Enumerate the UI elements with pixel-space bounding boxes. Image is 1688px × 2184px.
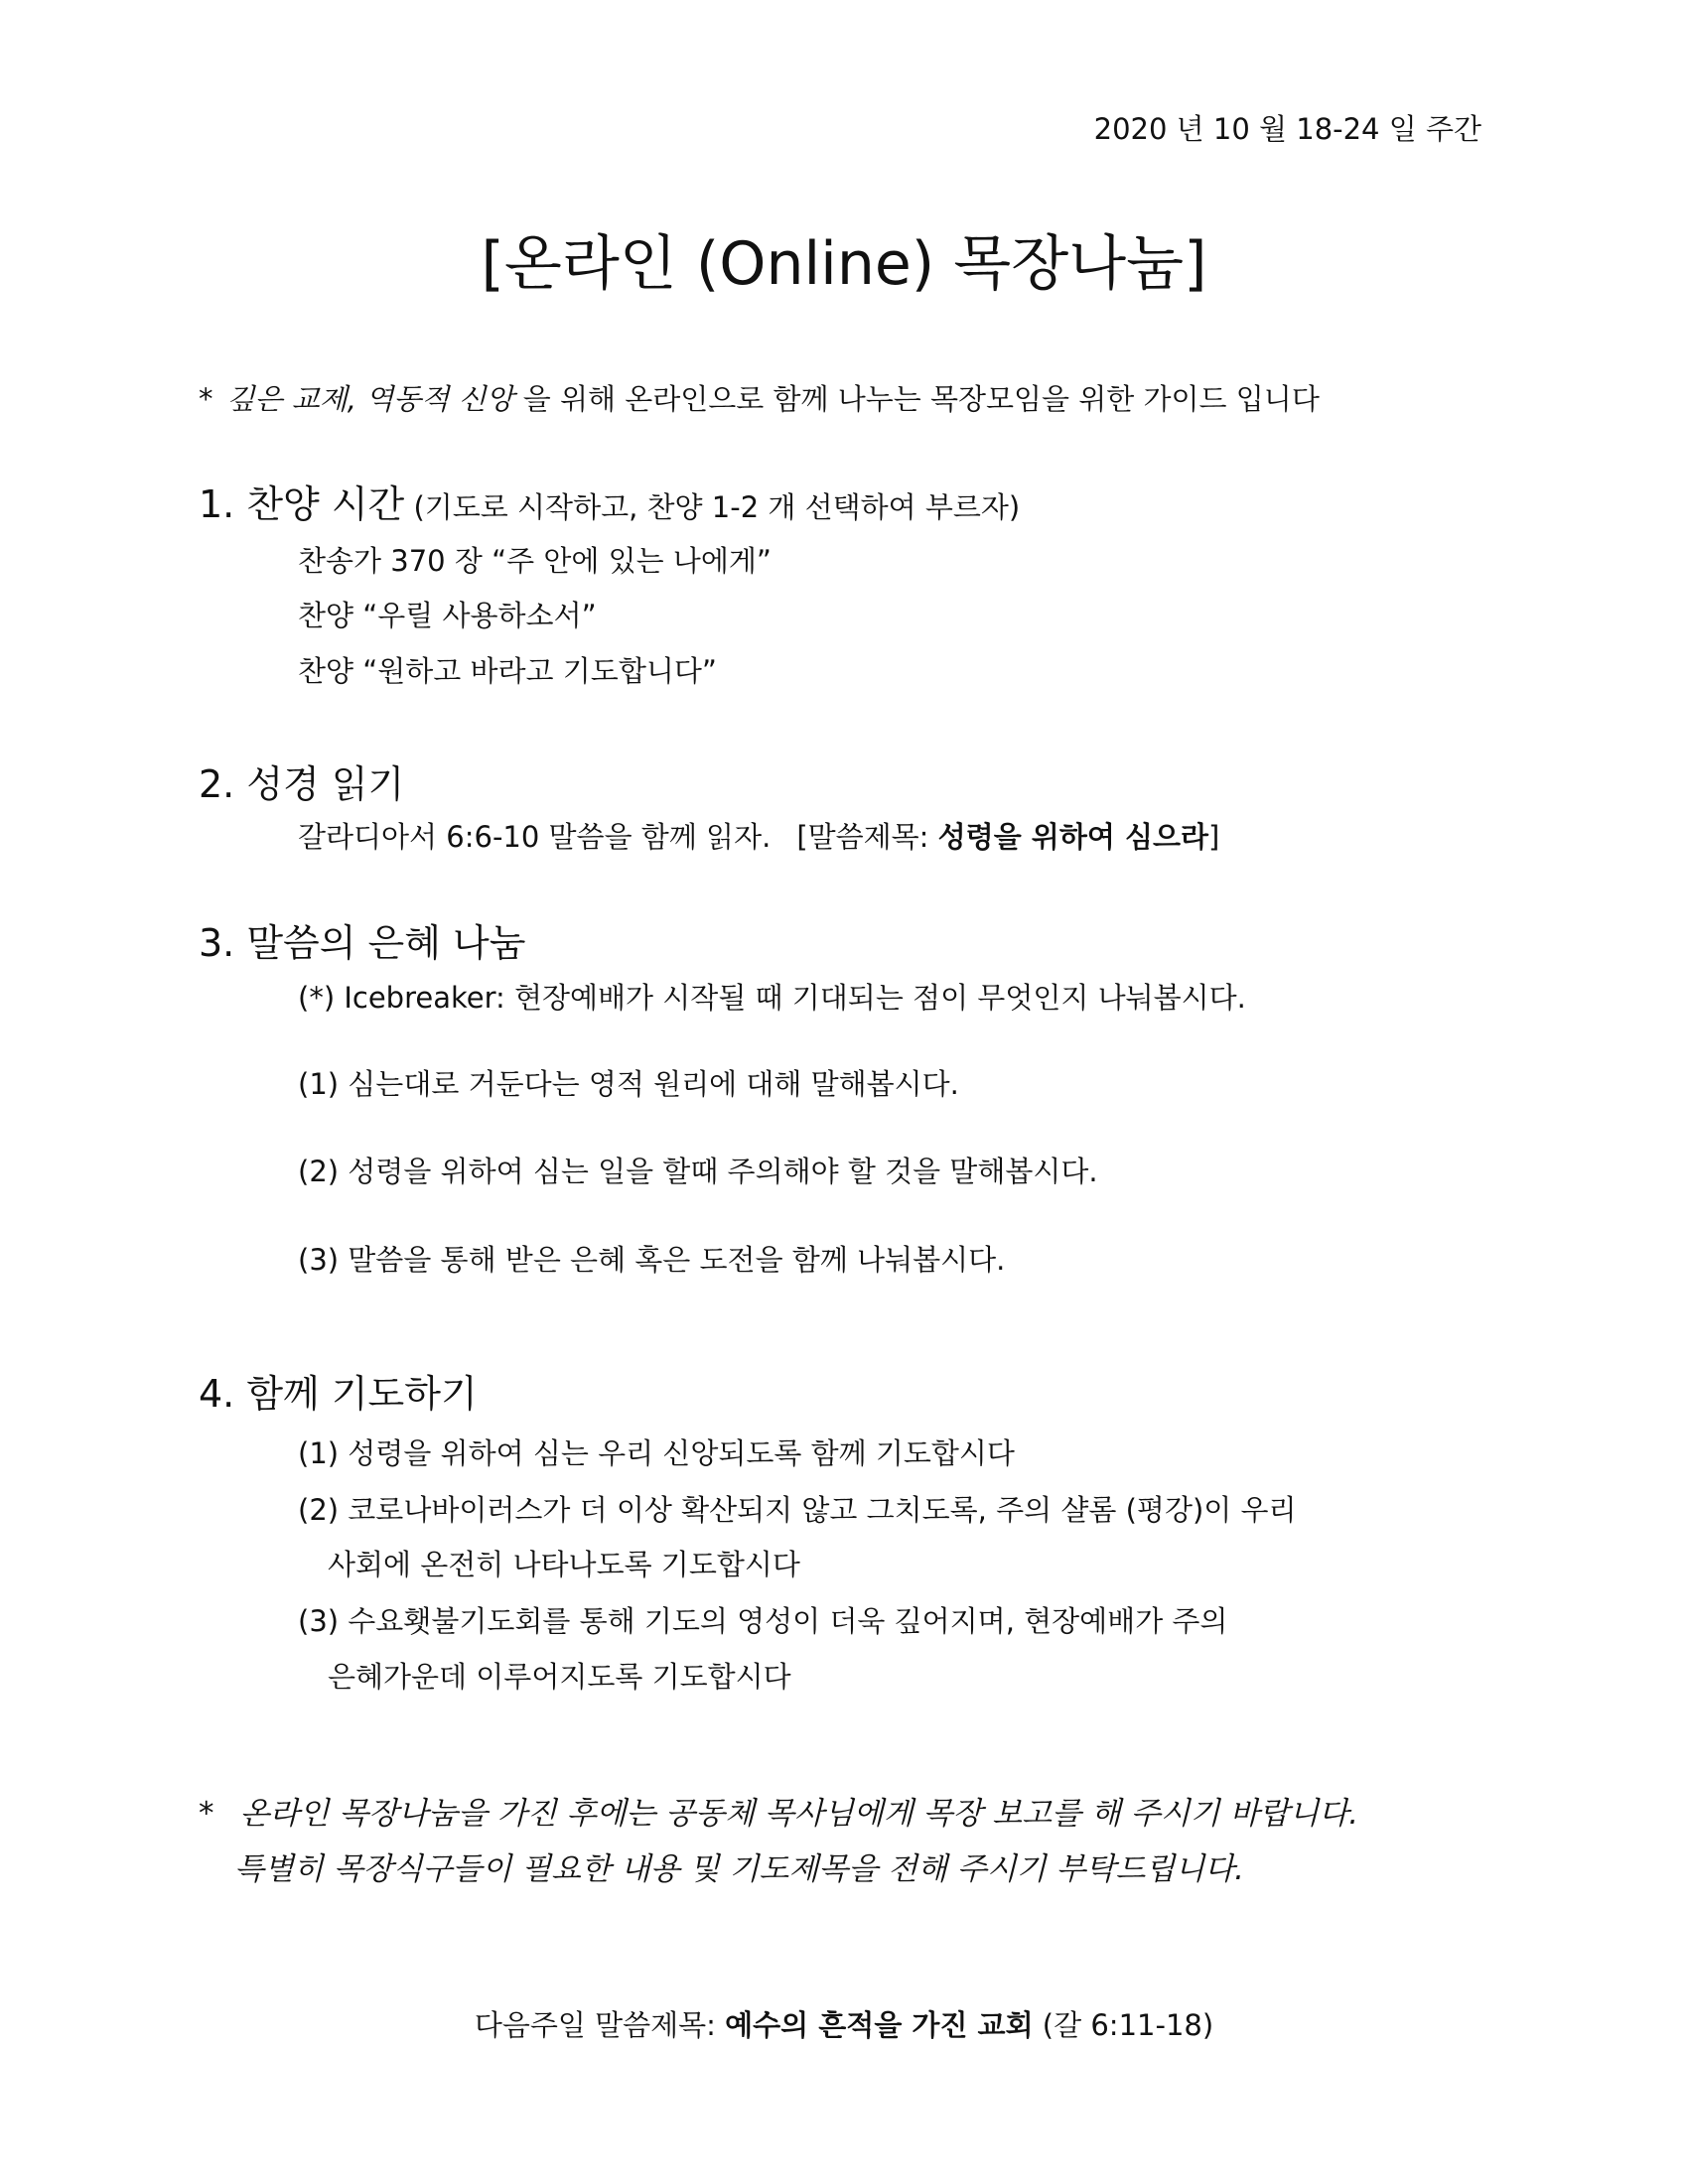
question-item: (2) 성령을 위하여 심는 일을 할때 주의해야 할 것을 말해봅시다. xyxy=(298,1155,1098,1188)
song-item: 찬양 “우릴 사용하소서” xyxy=(298,599,597,632)
icebreaker-text: 현장예배가 시작될 때 기대되는 점이 무엇인지 나눠봅시다. xyxy=(514,981,1246,1015)
prayer-item: (3) 수요횃불기도회를 통해 기도의 영성이 더욱 깊어지며, 현장예배가 주의 xyxy=(298,1604,1228,1638)
intro-text: 을 위해 온라인으로 함께 나누는 목장모임을 위한 가이드 입니다 xyxy=(513,382,1320,416)
prayer-item: (2) 코로나바이러스가 더 이상 확산되지 않고 그치도록, 주의 샬롬 (평강)이 우리 xyxy=(298,1493,1297,1527)
question-item: (3) 말씀을 통해 받은 은혜 혹은 도전을 함께 나눠봅시다. xyxy=(298,1243,1006,1277)
intro-star: * xyxy=(199,382,213,416)
icebreaker-label: (*) Icebreaker: xyxy=(298,981,514,1015)
section-title: 1. 찬양 시간 xyxy=(199,482,405,526)
next-week-sermon xyxy=(0,2003,1688,2044)
next-week-title: 예수의 흔적을 가진 교회 xyxy=(725,2008,1034,2042)
prayer-item: (1) 성령을 위하여 심는 우리 신앙되도록 함께 기도합시다 xyxy=(298,1436,1015,1470)
song-item: 찬송가 370 장 “주 안에 있는 나에게” xyxy=(298,544,772,578)
icebreaker-line xyxy=(298,976,1246,1017)
closing-star: * xyxy=(199,1796,214,1832)
reading-text: 갈라디아서 6:6-10 말씀을 함께 읽자. xyxy=(298,820,772,854)
sermon-title: 성령을 위하여 심으라 xyxy=(937,820,1208,854)
intro-line xyxy=(199,377,1320,418)
next-week-reference: (갈 6:11-18) xyxy=(1033,2008,1214,2042)
section-note: (기도로 시작하고, 찬양 1-2 개 선택하여 부르자) xyxy=(404,490,1021,524)
closing-note-line-2: 특별히 목장식구들이 필요한 내용 및 기도제목을 전해 주시기 부탁드립니다. xyxy=(234,1851,1245,1887)
intro-emphasis: 깊은 교제, 역동적 신앙 xyxy=(226,382,514,416)
next-week-prefix: 다음주일 말씀제목: xyxy=(474,2008,726,2042)
section-heading-praise xyxy=(199,474,1020,528)
question-item: (1) 심는대로 거둔다는 영적 원리에 대해 말해봅시다. xyxy=(298,1067,959,1101)
section-heading-prayer: 4. 함께 기도하기 xyxy=(199,1372,478,1416)
closing-text: 온라인 목장나눔을 가진 후에는 공동체 목사님에게 목장 보고를 해 주시기 바랍니다. xyxy=(239,1796,1359,1832)
section-heading-bible: 2. 성경 읽기 xyxy=(199,762,405,806)
bible-reading-line xyxy=(298,815,1219,856)
prayer-item-continued: 사회에 온전히 나타나도록 기도합시다 xyxy=(328,1548,800,1581)
sermon-suffix: ] xyxy=(1208,820,1220,854)
prayer-item-continued: 은혜가운데 이루어지도록 기도합시다 xyxy=(328,1660,791,1694)
song-item: 찬양 “원하고 바라고 기도합니다” xyxy=(298,654,717,688)
closing-note-line xyxy=(199,1788,1358,1833)
sermon-prefix: [말씀제목: xyxy=(796,820,938,854)
section-heading-sharing: 3. 말씀의 은혜 나눔 xyxy=(199,921,526,965)
page-title: [온라인 (Online) 목장나눔] xyxy=(481,229,1207,299)
date-range: 2020 년 10 월 18-24 일 주간 xyxy=(1093,112,1481,146)
